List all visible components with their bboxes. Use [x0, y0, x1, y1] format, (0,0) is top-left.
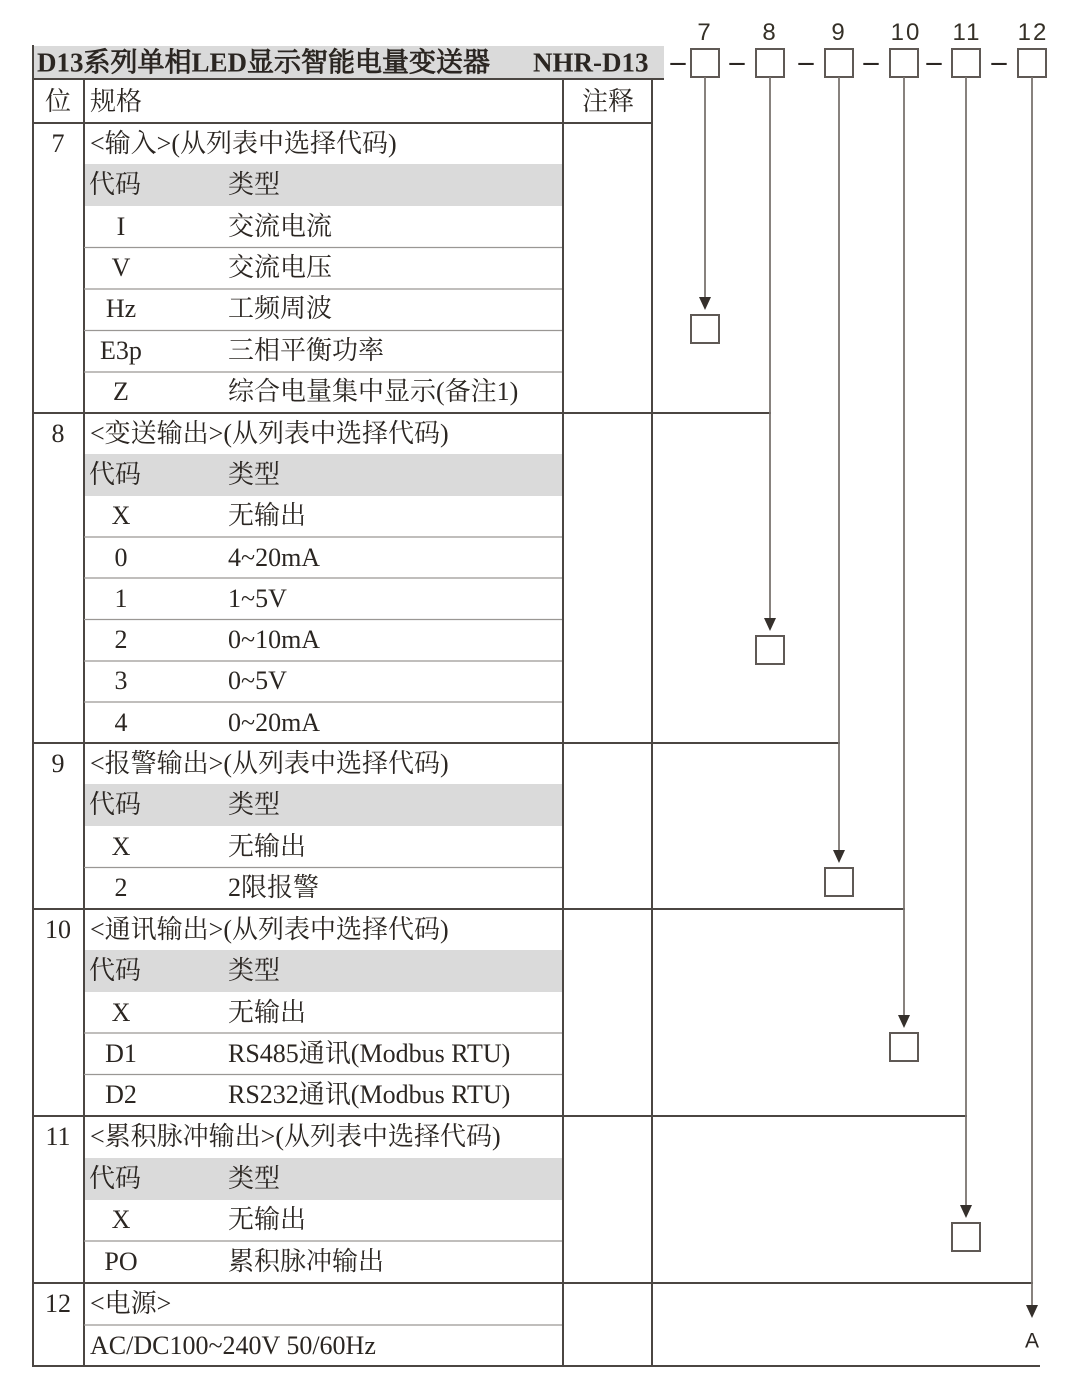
section-position: 12: [45, 1289, 71, 1318]
type-header: 类型: [228, 170, 281, 199]
type-value: 工频周波: [228, 294, 333, 323]
code-value: X: [111, 832, 131, 861]
code-value: Hz: [105, 294, 137, 323]
code-box-8: [756, 49, 784, 77]
position-label-7: 7: [697, 19, 713, 46]
code-value: Z: [113, 377, 129, 406]
arrow-11: [960, 1205, 972, 1218]
type-value: RS232通讯(Modbus RTU): [228, 1080, 511, 1109]
code-value: 2: [114, 873, 128, 902]
type-value: 累积脉冲输出: [228, 1247, 385, 1276]
code-value: X: [111, 998, 131, 1027]
type-value: 无输出: [228, 501, 307, 530]
code-header-band-11: [84, 1158, 562, 1200]
type-value: 2限报警: [228, 873, 320, 902]
section-title: <输入>(从列表中选择代码): [90, 129, 397, 158]
code-value: 3: [114, 666, 128, 695]
code-header-band-9: [84, 784, 562, 826]
code-value: D1: [105, 1039, 137, 1068]
type-value: 1~5V: [228, 584, 287, 613]
code-value: V: [111, 253, 131, 282]
section-position: 10: [45, 915, 71, 944]
position-label-12: 12: [1017, 19, 1049, 46]
code-header: 代码: [89, 1164, 142, 1193]
code-box-7: [691, 49, 719, 77]
target-boxes: [691, 315, 980, 1251]
type-value: 0~5V: [228, 666, 287, 695]
model-code-dash: –: [729, 45, 745, 78]
arrow-10: [898, 1015, 910, 1028]
section-title: <累积脉冲输出>(从列表中选择代码): [90, 1122, 501, 1151]
code-header: 代码: [89, 790, 142, 819]
type-value: 0~20mA: [228, 708, 321, 737]
target-box-10: [890, 1033, 918, 1061]
arrow-8: [764, 618, 776, 631]
arrow-9: [833, 850, 845, 863]
code-header: 代码: [89, 170, 142, 199]
model-code-dash: –: [926, 45, 942, 78]
type-value: 无输出: [228, 998, 307, 1027]
type-value: 交流电压: [228, 253, 333, 282]
model-code-dash: –: [991, 45, 1007, 78]
code-value: 1: [114, 584, 128, 613]
code-value: 4: [114, 708, 128, 737]
section-title: <报警输出>(从列表中选择代码): [90, 749, 449, 778]
type-value: 交流电流: [228, 212, 333, 241]
type-header: 类型: [228, 460, 281, 489]
section-position: 9: [51, 749, 65, 778]
code-value: 0: [114, 543, 128, 572]
page-title: D13系列单相LED显示智能电量变送器: [37, 47, 491, 78]
model-prefix: NHR-D13: [533, 47, 649, 78]
code-box-11: [952, 49, 980, 77]
type-value: 综合电量集中显示(备注1): [228, 377, 519, 406]
code-value: I: [116, 212, 126, 241]
target-box-8: [756, 636, 784, 664]
model-code-dash: –: [863, 45, 879, 78]
model-code-dash: –: [798, 45, 814, 78]
code-header-band-8: [84, 454, 562, 496]
section-title: <通讯输出>(从列表中选择代码): [90, 915, 449, 944]
position-label-8: 8: [762, 19, 778, 46]
arrow-12: [1026, 1305, 1038, 1318]
section-position: 11: [45, 1122, 71, 1151]
code-value: D2: [105, 1080, 137, 1109]
column-header-note: 注释: [581, 87, 635, 116]
type-value: RS485通讯(Modbus RTU): [228, 1039, 511, 1068]
section-position: 8: [51, 419, 65, 448]
code-value: X: [111, 1205, 131, 1234]
page-marker: A: [1024, 1329, 1040, 1353]
column-header-position: 位: [44, 87, 72, 116]
code-box-10: [890, 49, 918, 77]
position-label-11: 11: [952, 19, 982, 46]
type-header: 类型: [228, 956, 281, 985]
type-header: 类型: [228, 1164, 281, 1193]
target-box-7: [691, 315, 719, 343]
arrow-7: [699, 297, 711, 310]
position-label-9: 9: [831, 19, 847, 46]
type-value: 无输出: [228, 832, 307, 861]
section-title: <变送输出>(从列表中选择代码): [90, 419, 449, 448]
type-value: 0~10mA: [228, 625, 321, 654]
target-box-11: [952, 1223, 980, 1251]
type-value: 三相平衡功率: [228, 336, 385, 365]
code-header: 代码: [89, 460, 142, 489]
code-header-band-7: [84, 164, 562, 206]
code-value: E3p: [100, 336, 142, 365]
code-value: 2: [114, 625, 128, 654]
section-title: <电源>: [90, 1289, 172, 1318]
power-supply-value: AC/DC100~240V 50/60Hz: [90, 1331, 376, 1360]
target-box-9: [825, 868, 853, 896]
code-box-12: [1018, 49, 1046, 77]
type-header: 类型: [228, 790, 281, 819]
type-value: 4~20mA: [228, 543, 321, 572]
code-header-band-10: [84, 950, 562, 992]
code-header: 代码: [89, 956, 142, 985]
model-code-dash: –: [670, 45, 686, 78]
arrow-heads: [699, 297, 1038, 1318]
column-header-spec: 规格: [90, 87, 143, 116]
code-value: X: [111, 501, 131, 530]
code-value: PO: [104, 1247, 138, 1276]
drop-lines: [705, 77, 1032, 1307]
code-box-9: [825, 49, 853, 77]
section-position: 7: [51, 129, 65, 158]
type-value: 无输出: [228, 1205, 307, 1234]
position-label-10: 10: [890, 19, 922, 46]
